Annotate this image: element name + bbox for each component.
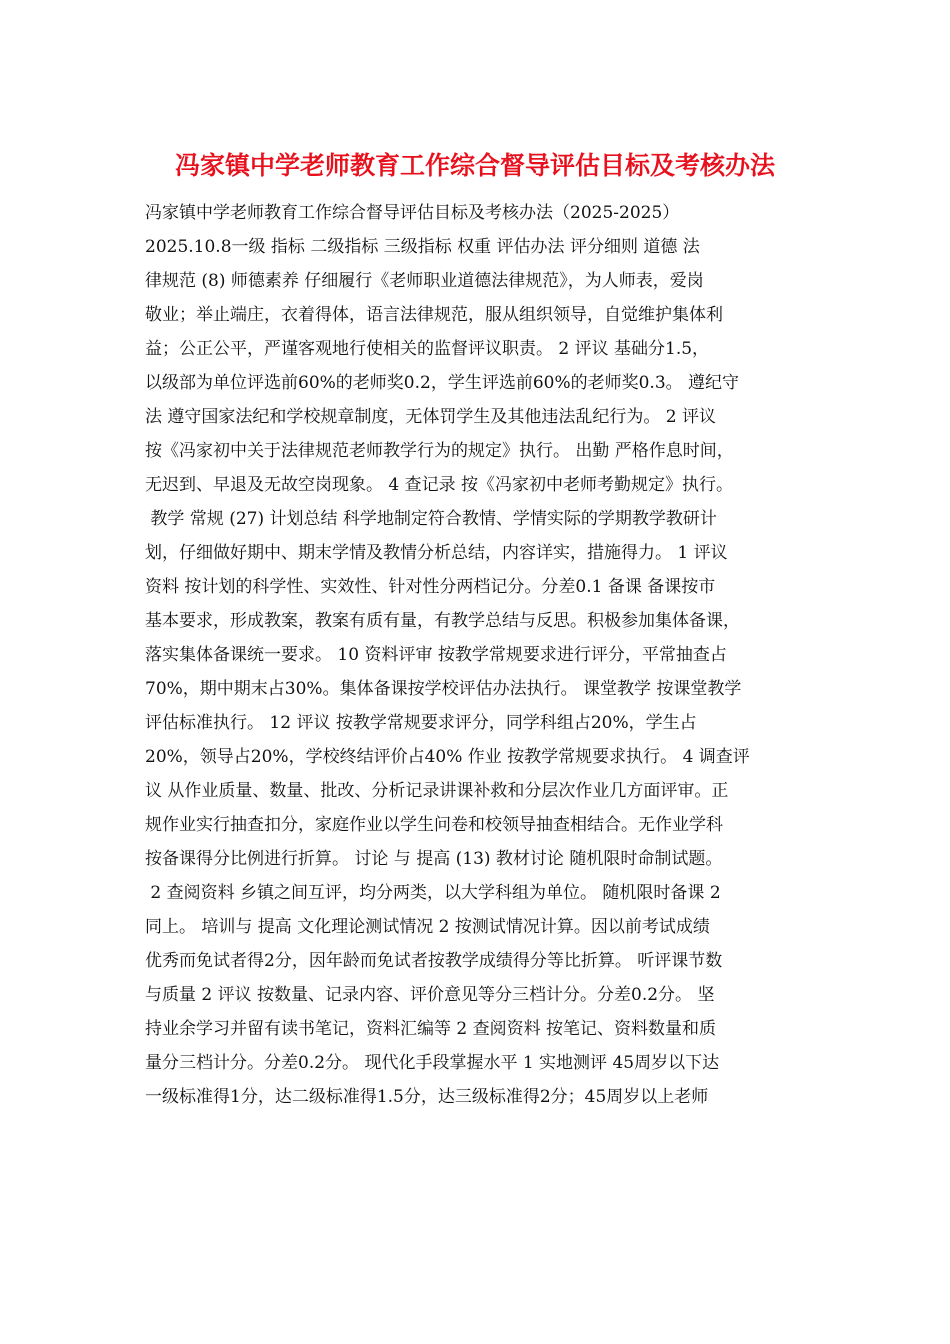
body-line: 持业余学习并留有读书笔记，资料汇编等 2 查阅资料 按笔记、资料数量和质 <box>145 1019 717 1039</box>
body-line: 同上。 培训与 提高 文化理论测试情况 2 按测试情况计算。因以前考试成绩 <box>145 917 710 937</box>
body-line: 70%，期中期末占30%。集体备课按学校评估办法执行。 课堂教学 按课堂教学 <box>145 679 742 699</box>
body-line: 划，仔细做好期中、期末学情及教情分析总结，内容详实，措施得力。 1 评议 <box>145 543 728 563</box>
body-line: 议 从作业质量、数量、批改、分析记录讲课补救和分层次作业几方面评审。正 <box>145 781 729 801</box>
body-line: 落实集体备课统一要求。 10 资料评审 按教学常规要求进行评分，平常抽查占 <box>145 645 727 665</box>
body-line: 教学 常规 (27) 计划总结 科学地制定符合教情、学情实际的学期教学教研计 <box>145 509 717 529</box>
body-line: 优秀而免试者得2分，因年龄而免试者按教学成绩得分等比折算。 听评课节数 <box>145 951 723 971</box>
body-line: 按《冯家初中关于法律规范老师教学行为的规定》执行。 出勤 严格作息时间， <box>145 441 734 461</box>
body-line: 2025.10.8一级 指标 二级指标 三级指标 权重 评估办法 评分细则 道德 法 <box>145 237 700 257</box>
body-line: 规作业实行抽查扣分，家庭作业以学生问卷和校领导抽查相结合。无作业学科 <box>145 815 723 835</box>
body-line: 与质量 2 评议 按数量、记录内容、评价意见等分三档计分。分差0.2分。 坚 <box>145 985 715 1005</box>
document-title: 冯家镇中学老师教育工作综合督导评估目标及考核办法 <box>174 151 775 180</box>
body-line: 益；公正公平，严谨客观地行使相关的监督评议职责。 2 评议 基础分1.5， <box>145 339 710 359</box>
body-line: 按备课得分比例进行折算。 讨论 与 提高 (13) 教材讨论 随机限时命制试题。 <box>145 849 723 869</box>
body-line: 量分三档计分。分差0.2分。 现代化手段掌握水平 1 实地测评 45周岁以下达 <box>145 1053 720 1073</box>
body-line: 评估标准执行。 12 评议 按教学常规要求评分，同学科组占20%，学生占 <box>145 713 697 733</box>
body-line: 资料 按计划的科学性、实效性、针对性分两档记分。分差0.1 备课 备课按市 <box>145 577 716 597</box>
body-line: 一级标准得1分，达二级标准得1.5分，达三级标准得2分；45周岁以上老师 <box>145 1087 709 1107</box>
body-line: 20%，领导占20%，学校终结评价占40% 作业 按教学常规要求执行。 4 调查评 <box>145 747 750 767</box>
body-line: 基本要求，形成教案，教案有质有量，有教学总结与反思。积极参加集体备课， <box>145 611 740 631</box>
body-line: 法 遵守国家法纪和学校规章制度，无体罚学生及其他违法乱纪行为。 2 评议 <box>145 407 717 427</box>
body-line: 无迟到、早退及无故空岗现象。 4 查记录 按《冯家初中老师考勤规定》执行。 <box>145 475 734 495</box>
document-body <box>145 196 807 1114</box>
body-line: 以级部为单位评选前60%的老师奖0.2，学生评选前60%的老师奖0.3。 遵纪守 <box>145 373 740 393</box>
body-line: 冯家镇中学老师教育工作综合督导评估目标及考核办法（2025-2025） <box>145 203 680 223</box>
body-line: 2 查阅资料 乡镇之间互评，均分两类，以大学科组为单位。 随机限时备课 2 <box>145 883 721 903</box>
body-line: 律规范 (8) 师德素养 仔细履行《老师职业道德法律规范》，为人师表，爱岗 <box>145 271 704 291</box>
body-line: 敬业；举止端庄，衣着得体，语言法律规范，服从组织领导，自觉维护集体利 <box>145 305 723 325</box>
